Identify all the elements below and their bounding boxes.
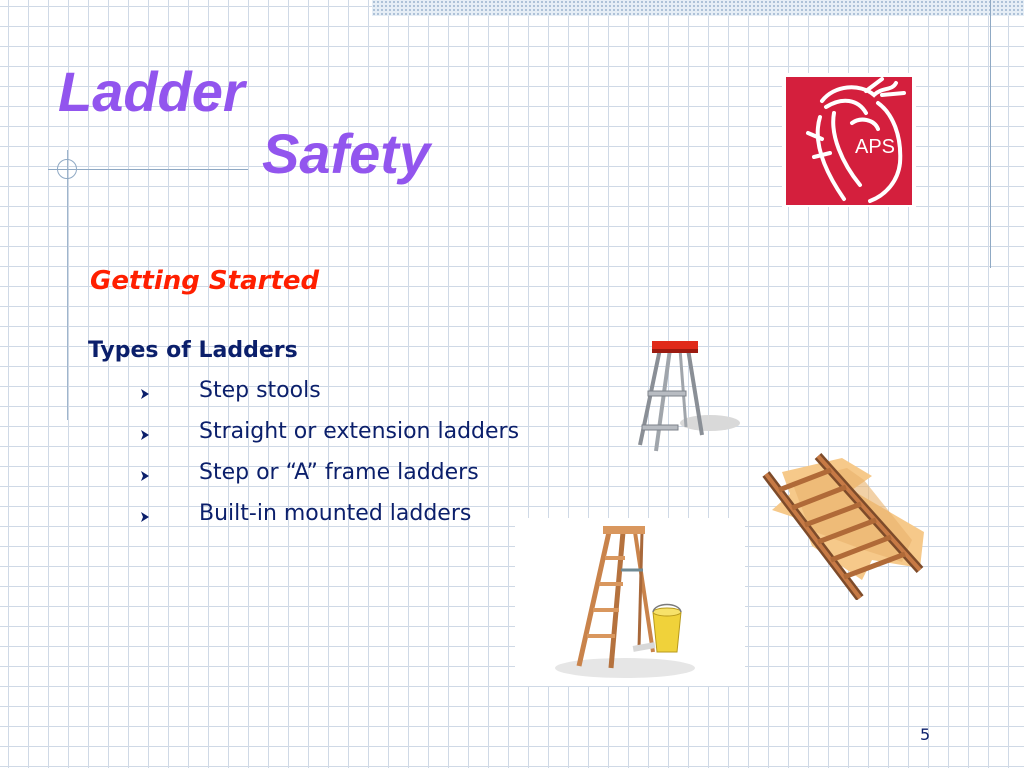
aps-logo [782,73,916,207]
list-item-text: Step or “A” frame ladders [199,460,479,485]
step-ladder-bucket-image [515,518,745,686]
title-line-safety: Safety [262,122,431,185]
list-heading: Types of Ladders [88,338,298,363]
list-item-text: Straight or extension ladders [199,419,520,444]
title-underline-rule [48,169,248,170]
arrow-bullet-icon [140,511,150,523]
top-decorative-band [372,0,1024,16]
title-rule-circle [57,159,77,179]
step-stool-image [630,335,745,460]
left-vertical-rule [67,150,68,420]
arrow-bullet-icon [140,429,150,441]
list-item-text: Step stools [199,378,321,403]
right-vertical-rule [990,0,991,268]
list-item-text: Built-in mounted ladders [199,501,472,526]
svg-text:APS: APS [855,136,896,158]
arrow-bullet-icon [140,388,150,400]
extension-ladder-image [752,450,932,600]
title-line-ladder: Ladder [58,60,245,123]
page-number: 5 [920,725,931,744]
section-subtitle: Getting Started [90,266,320,296]
arrow-bullet-icon [140,470,150,482]
